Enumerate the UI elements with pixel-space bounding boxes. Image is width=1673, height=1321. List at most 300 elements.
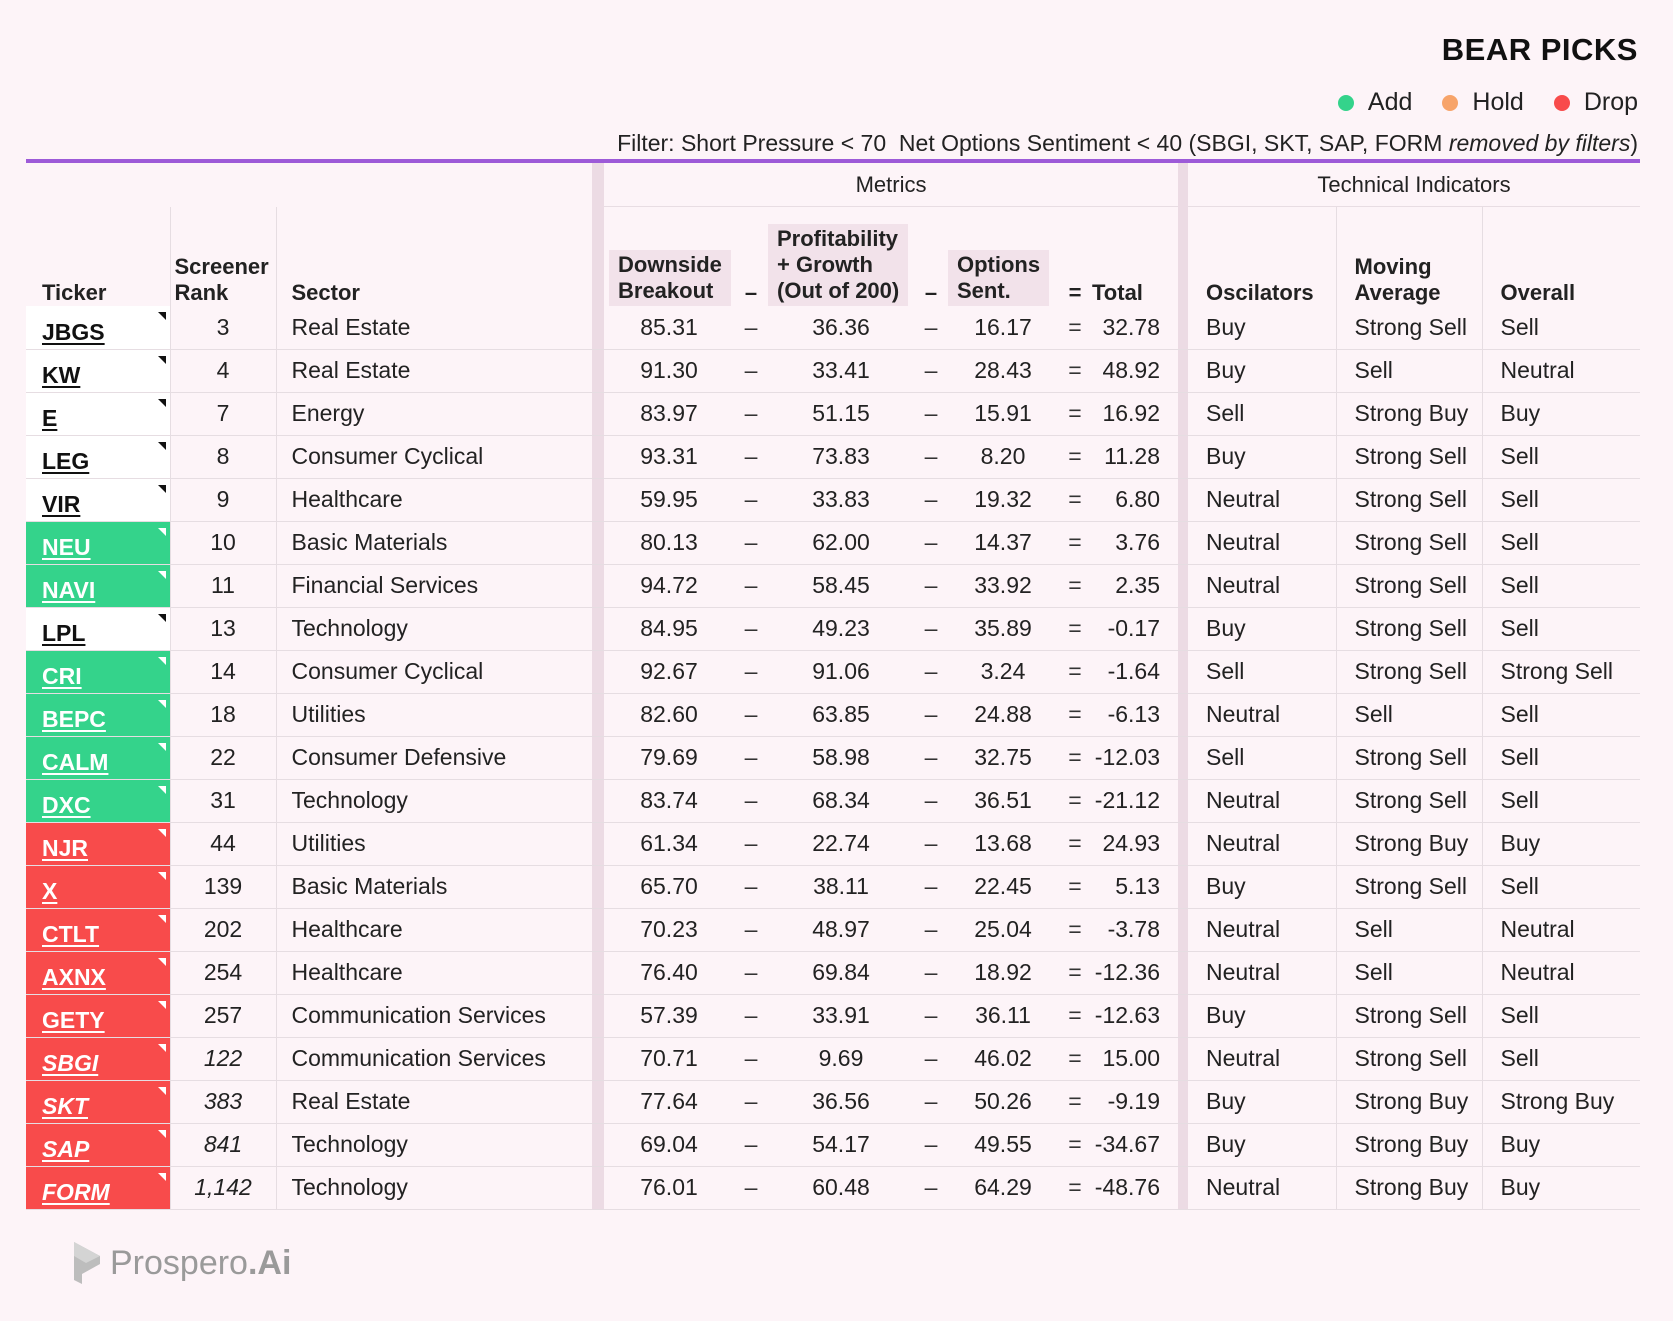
equals-cell: = xyxy=(1058,564,1092,607)
overall-cell: Buy xyxy=(1482,392,1640,435)
total-cell: -3.78 xyxy=(1092,908,1178,951)
equals-cell: = xyxy=(1058,1080,1092,1123)
row-separator xyxy=(1178,1166,1188,1209)
ticker-link[interactable]: X xyxy=(42,878,58,904)
table-row xyxy=(26,951,1640,994)
oscillators-cell: Buy xyxy=(1188,1123,1336,1166)
sector-cell: Utilities xyxy=(276,822,592,865)
ticker-cell[interactable] xyxy=(26,1080,170,1123)
ticker-link[interactable]: AXNX xyxy=(42,964,106,990)
table-row xyxy=(26,607,1640,650)
table-row xyxy=(26,478,1640,521)
ticker-link[interactable]: NJR xyxy=(42,835,89,861)
legend-label: Hold xyxy=(1472,88,1524,116)
overall-cell: Sell xyxy=(1482,1037,1640,1080)
downside-cell: 76.40 xyxy=(604,951,734,994)
ticker-cell[interactable] xyxy=(26,822,170,865)
equals-cell: = xyxy=(1058,607,1092,650)
sector-cell: Technology xyxy=(276,1123,592,1166)
sector-cell: Real Estate xyxy=(276,306,592,349)
row-separator xyxy=(1178,908,1188,951)
ticker-cell[interactable] xyxy=(26,650,170,693)
header-separator xyxy=(592,207,604,307)
row-separator xyxy=(1178,478,1188,521)
sector-cell: Healthcare xyxy=(276,908,592,951)
moving-average-cell: Strong Sell xyxy=(1336,564,1482,607)
total-cell: 24.93 xyxy=(1092,822,1178,865)
moving-average-cell: Strong Sell xyxy=(1336,306,1482,349)
moving-average-cell: Strong Sell xyxy=(1336,607,1482,650)
total-cell: 15.00 xyxy=(1092,1037,1178,1080)
oscillators-cell: Neutral xyxy=(1188,478,1336,521)
total-cell: 11.28 xyxy=(1092,435,1178,478)
overall-cell: Sell xyxy=(1482,306,1640,349)
table-row xyxy=(26,392,1640,435)
equals-cell: = xyxy=(1058,736,1092,779)
overall-cell: Neutral xyxy=(1482,951,1640,994)
ticker-link[interactable]: CRI xyxy=(42,663,82,689)
table-row xyxy=(26,994,1640,1037)
header-profit: Profitability + Growth (Out of 200) xyxy=(768,207,914,307)
table-row xyxy=(26,693,1640,736)
ticker-link[interactable]: NEU xyxy=(42,534,91,560)
ticker-link[interactable]: LPL xyxy=(42,620,86,646)
row-separator xyxy=(1178,435,1188,478)
options-cell: 50.26 xyxy=(948,1080,1058,1123)
row-separator xyxy=(1178,693,1188,736)
minus-cell: – xyxy=(914,994,948,1037)
minus-cell: – xyxy=(734,650,768,693)
ticker-cell[interactable] xyxy=(26,607,170,650)
moving-average-cell: Strong Sell xyxy=(1336,736,1482,779)
options-cell: 24.88 xyxy=(948,693,1058,736)
minus-cell: – xyxy=(734,478,768,521)
moving-average-cell: Strong Buy xyxy=(1336,822,1482,865)
row-separator xyxy=(592,650,604,693)
header-moving-average: Moving Average xyxy=(1336,207,1482,307)
header-minus: – xyxy=(744,280,758,305)
ticker-cell[interactable] xyxy=(26,779,170,822)
downside-cell: 79.69 xyxy=(604,736,734,779)
equals-cell: = xyxy=(1058,908,1092,951)
equals-cell: = xyxy=(1058,994,1092,1037)
table-row xyxy=(26,1037,1640,1080)
moving-average-cell: Sell xyxy=(1336,908,1482,951)
row-separator xyxy=(1178,521,1188,564)
sector-cell: Basic Materials xyxy=(276,865,592,908)
ticker-cell[interactable] xyxy=(26,1123,170,1166)
row-separator xyxy=(592,822,604,865)
sector-cell: Technology xyxy=(276,779,592,822)
minus-cell: – xyxy=(914,1166,948,1209)
row-separator xyxy=(592,693,604,736)
oscillators-cell: Neutral xyxy=(1188,521,1336,564)
downside-cell: 65.70 xyxy=(604,865,734,908)
overall-cell: Neutral xyxy=(1482,349,1640,392)
options-cell: 46.02 xyxy=(948,1037,1058,1080)
rank-cell: 14 xyxy=(170,650,276,693)
ticker-link[interactable]: VIR xyxy=(42,491,81,517)
total-cell: -0.17 xyxy=(1092,607,1178,650)
ticker-cell[interactable] xyxy=(26,392,170,435)
row-separator xyxy=(592,435,604,478)
header-oscillators: Oscilators xyxy=(1206,280,1314,305)
profit-cell: 58.98 xyxy=(768,736,914,779)
sector-cell: Energy xyxy=(276,392,592,435)
table-row xyxy=(26,650,1640,693)
row-separator xyxy=(592,908,604,951)
oscillators-cell: Neutral xyxy=(1188,951,1336,994)
ticker-link[interactable]: FORM xyxy=(42,1179,110,1205)
table-row xyxy=(26,521,1640,564)
sector-cell: Healthcare xyxy=(276,951,592,994)
ticker-link[interactable]: KW xyxy=(42,362,81,388)
minus-cell: – xyxy=(914,607,948,650)
equals-cell: = xyxy=(1058,349,1092,392)
row-separator xyxy=(592,736,604,779)
row-separator xyxy=(592,779,604,822)
ticker-link[interactable]: LEG xyxy=(42,448,90,474)
profit-cell: 91.06 xyxy=(768,650,914,693)
ticker-cell[interactable] xyxy=(26,908,170,951)
profit-cell: 60.48 xyxy=(768,1166,914,1209)
options-cell: 36.11 xyxy=(948,994,1058,1037)
overall-cell: Sell xyxy=(1482,865,1640,908)
table-row xyxy=(26,865,1640,908)
moving-average-cell: Strong Sell xyxy=(1336,650,1482,693)
rank-cell: 202 xyxy=(170,908,276,951)
logo-name: Prospero xyxy=(110,1243,248,1282)
total-cell: 32.78 xyxy=(1092,306,1178,349)
minus-cell: – xyxy=(734,1080,768,1123)
minus-cell: – xyxy=(734,865,768,908)
options-cell: 14.37 xyxy=(948,521,1058,564)
downside-cell: 77.64 xyxy=(604,1080,734,1123)
profit-cell: 62.00 xyxy=(768,521,914,564)
moving-average-cell: Strong Sell xyxy=(1336,779,1482,822)
overall-cell: Strong Sell xyxy=(1482,650,1640,693)
rank-cell: 44 xyxy=(170,822,276,865)
downside-cell: 84.95 xyxy=(604,607,734,650)
ticker-cell[interactable] xyxy=(26,693,170,736)
ticker-link[interactable]: BEPC xyxy=(42,706,106,732)
ticker-cell[interactable] xyxy=(26,994,170,1037)
rank-cell: 8 xyxy=(170,435,276,478)
minus-cell: – xyxy=(734,435,768,478)
equals-cell: = xyxy=(1058,435,1092,478)
rank-cell: 139 xyxy=(170,865,276,908)
table-row xyxy=(26,908,1640,951)
group-separator xyxy=(592,163,604,207)
table-row xyxy=(26,1080,1640,1123)
group-technical: Technical Indicators xyxy=(1188,163,1640,207)
equals-cell: = xyxy=(1058,1166,1092,1209)
overall-cell: Sell xyxy=(1482,779,1640,822)
profit-cell: 33.91 xyxy=(768,994,914,1037)
header-options: Options Sent. xyxy=(948,207,1058,307)
filter-suffix: ) xyxy=(1630,130,1638,156)
minus-cell: – xyxy=(914,392,948,435)
total-cell: -21.12 xyxy=(1092,779,1178,822)
rank-cell: 122 xyxy=(170,1037,276,1080)
profit-cell: 22.74 xyxy=(768,822,914,865)
equals-cell: = xyxy=(1058,521,1092,564)
ticker-cell[interactable] xyxy=(26,435,170,478)
rank-cell: 22 xyxy=(170,736,276,779)
row-separator xyxy=(592,951,604,994)
oscillators-cell: Neutral xyxy=(1188,1166,1336,1209)
ticker-cell[interactable] xyxy=(26,736,170,779)
options-cell: 49.55 xyxy=(948,1123,1058,1166)
moving-average-cell: Strong Buy xyxy=(1336,392,1482,435)
rank-cell: 3 xyxy=(170,306,276,349)
total-cell: -1.64 xyxy=(1092,650,1178,693)
group-metrics: Metrics xyxy=(604,163,1178,207)
table-row xyxy=(26,1123,1640,1166)
total-cell: -6.13 xyxy=(1092,693,1178,736)
group-blank xyxy=(26,163,592,207)
total-cell: -12.03 xyxy=(1092,736,1178,779)
overall-cell: Sell xyxy=(1482,478,1640,521)
options-cell: 13.68 xyxy=(948,822,1058,865)
row-separator xyxy=(592,1166,604,1209)
oscillators-cell: Buy xyxy=(1188,865,1336,908)
rank-cell: 383 xyxy=(170,1080,276,1123)
moving-average-cell: Sell xyxy=(1336,951,1482,994)
row-separator xyxy=(592,478,604,521)
overall-cell: Sell xyxy=(1482,693,1640,736)
total-cell: -48.76 xyxy=(1092,1166,1178,1209)
options-cell: 8.20 xyxy=(948,435,1058,478)
minus-cell: – xyxy=(914,435,948,478)
row-separator xyxy=(1178,1080,1188,1123)
group-separator xyxy=(1178,163,1188,207)
rank-cell: 31 xyxy=(170,779,276,822)
minus-cell: – xyxy=(734,349,768,392)
moving-average-cell: Strong Sell xyxy=(1336,1037,1482,1080)
moving-average-cell: Strong Sell xyxy=(1336,994,1482,1037)
header-downside: Downside Breakout xyxy=(604,207,734,307)
profit-cell: 58.45 xyxy=(768,564,914,607)
row-separator xyxy=(1178,306,1188,349)
oscillators-cell: Buy xyxy=(1188,607,1336,650)
row-separator xyxy=(592,1123,604,1166)
equals-cell: = xyxy=(1058,779,1092,822)
moving-average-cell: Strong Sell xyxy=(1336,435,1482,478)
legend-label: Drop xyxy=(1583,88,1638,116)
filter-italic: removed by filters xyxy=(1448,130,1631,156)
ticker-link[interactable]: JBGS xyxy=(42,318,105,345)
profit-cell: 73.83 xyxy=(768,435,914,478)
ticker-cell[interactable] xyxy=(26,865,170,908)
table-row xyxy=(26,779,1640,822)
downside-cell: 85.31 xyxy=(604,306,734,349)
equals-cell: = xyxy=(1058,1037,1092,1080)
overall-cell: Buy xyxy=(1482,822,1640,865)
logo-suffix: .Ai xyxy=(247,1243,292,1282)
header-equals: = xyxy=(1068,280,1082,305)
ticker-link[interactable]: NAVI xyxy=(42,577,96,603)
profit-cell: 69.84 xyxy=(768,951,914,994)
oscillators-cell: Buy xyxy=(1188,435,1336,478)
ticker-cell[interactable] xyxy=(26,349,170,392)
downside-cell: 69.04 xyxy=(604,1123,734,1166)
row-separator xyxy=(1178,392,1188,435)
ticker-cell[interactable] xyxy=(26,1166,170,1209)
ticker-link[interactable]: CALM xyxy=(42,749,109,775)
moving-average-cell: Strong Buy xyxy=(1336,1166,1482,1209)
ticker-link[interactable]: SAP xyxy=(42,1136,90,1162)
sector-cell: Healthcare xyxy=(276,478,592,521)
sector-cell: Basic Materials xyxy=(276,521,592,564)
row-separator xyxy=(592,607,604,650)
options-cell: 19.32 xyxy=(948,478,1058,521)
equals-cell: = xyxy=(1058,392,1092,435)
minus-cell: – xyxy=(914,779,948,822)
oscillators-cell: Buy xyxy=(1188,994,1336,1037)
ticker-cell[interactable] xyxy=(26,478,170,521)
sector-cell: Real Estate xyxy=(276,1080,592,1123)
equals-cell: = xyxy=(1058,822,1092,865)
row-separator xyxy=(1178,736,1188,779)
downside-cell: 83.74 xyxy=(604,779,734,822)
minus-cell: – xyxy=(914,564,948,607)
picks-table xyxy=(26,163,1640,1210)
rank-cell: 18 xyxy=(170,693,276,736)
minus-cell: – xyxy=(914,306,948,349)
oscillators-cell: Buy xyxy=(1188,306,1336,349)
minus-cell: – xyxy=(734,822,768,865)
profit-cell: 33.83 xyxy=(768,478,914,521)
header-ticker: Ticker xyxy=(42,280,107,305)
minus-cell: – xyxy=(734,1166,768,1209)
oscillators-cell: Buy xyxy=(1188,349,1336,392)
row-separator xyxy=(1178,994,1188,1037)
ticker-link[interactable]: SKT xyxy=(42,1093,88,1119)
downside-cell: 93.31 xyxy=(604,435,734,478)
row-separator xyxy=(1178,564,1188,607)
total-cell: -12.36 xyxy=(1092,951,1178,994)
row-separator xyxy=(1178,349,1188,392)
profit-cell: 68.34 xyxy=(768,779,914,822)
oscillators-cell: Neutral xyxy=(1188,1037,1336,1080)
table-row xyxy=(26,306,1640,349)
table-row xyxy=(26,435,1640,478)
ticker-cell[interactable] xyxy=(26,521,170,564)
options-cell: 32.75 xyxy=(948,736,1058,779)
ticker-link[interactable]: GETY xyxy=(42,1007,105,1033)
minus-cell: – xyxy=(914,1123,948,1166)
moving-average-cell: Strong Buy xyxy=(1336,1080,1482,1123)
table-row xyxy=(26,1166,1640,1209)
downside-cell: 57.39 xyxy=(604,994,734,1037)
row-separator xyxy=(592,1080,604,1123)
moving-average-cell: Sell xyxy=(1336,349,1482,392)
row-separator xyxy=(592,392,604,435)
total-cell: 3.76 xyxy=(1092,521,1178,564)
oscillators-cell: Neutral xyxy=(1188,564,1336,607)
row-separator xyxy=(1178,1123,1188,1166)
sector-cell: Consumer Cyclical xyxy=(276,650,592,693)
options-cell: 35.89 xyxy=(948,607,1058,650)
row-separator xyxy=(1178,822,1188,865)
row-separator xyxy=(1178,607,1188,650)
equals-cell: = xyxy=(1058,306,1092,349)
ticker-link[interactable]: SBGI xyxy=(42,1050,99,1076)
minus-cell: – xyxy=(914,650,948,693)
equals-cell: = xyxy=(1058,478,1092,521)
minus-cell: – xyxy=(734,1123,768,1166)
options-cell: 16.17 xyxy=(948,306,1058,349)
header-sector: Sector xyxy=(276,207,592,307)
options-cell: 15.91 xyxy=(948,392,1058,435)
header-total: Total xyxy=(1092,280,1143,305)
header-rank: Screener Rank xyxy=(170,207,276,307)
overall-cell: Sell xyxy=(1482,564,1640,607)
minus-cell: – xyxy=(734,306,768,349)
rank-cell: 841 xyxy=(170,1123,276,1166)
minus-cell: – xyxy=(734,908,768,951)
downside-cell: 76.01 xyxy=(604,1166,734,1209)
ticker-cell[interactable] xyxy=(26,306,170,349)
rank-cell: 254 xyxy=(170,951,276,994)
minus-cell: – xyxy=(914,1080,948,1123)
ticker-link[interactable]: E xyxy=(42,405,58,431)
oscillators-cell: Sell xyxy=(1188,650,1336,693)
overall-cell: Sell xyxy=(1482,435,1640,478)
overall-cell: Strong Buy xyxy=(1482,1080,1640,1123)
minus-cell: – xyxy=(734,779,768,822)
minus-cell: – xyxy=(734,392,768,435)
ticker-cell[interactable] xyxy=(26,1037,170,1080)
row-separator xyxy=(592,521,604,564)
profit-cell: 36.36 xyxy=(768,306,914,349)
profit-cell: 63.85 xyxy=(768,693,914,736)
options-cell: 25.04 xyxy=(948,908,1058,951)
downside-cell: 92.67 xyxy=(604,650,734,693)
downside-cell: 91.30 xyxy=(604,349,734,392)
row-separator xyxy=(592,994,604,1037)
equals-cell: = xyxy=(1058,1123,1092,1166)
minus-cell: – xyxy=(734,1037,768,1080)
profit-cell: 36.56 xyxy=(768,1080,914,1123)
oscillators-cell: Neutral xyxy=(1188,908,1336,951)
options-cell: 64.29 xyxy=(948,1166,1058,1209)
minus-cell: – xyxy=(734,951,768,994)
row-separator xyxy=(592,564,604,607)
ticker-cell[interactable] xyxy=(26,564,170,607)
sector-cell: Communication Services xyxy=(276,994,592,1037)
minus-cell: – xyxy=(734,564,768,607)
total-cell: 6.80 xyxy=(1092,478,1178,521)
legend-item-drop xyxy=(1554,88,1638,117)
oscillators-cell: Sell xyxy=(1188,392,1336,435)
sector-cell: Consumer Defensive xyxy=(276,736,592,779)
ticker-link[interactable]: CTLT xyxy=(42,921,100,947)
minus-cell: – xyxy=(914,736,948,779)
rank-cell: 9 xyxy=(170,478,276,521)
filter-prefix: Filter: Short Pressure < 70 Net Options Sentiment < 40 (SBGI, SKT, SAP, FORM xyxy=(617,130,1449,156)
ticker-link[interactable]: DXC xyxy=(42,792,91,818)
profit-cell: 9.69 xyxy=(768,1037,914,1080)
row-separator xyxy=(592,306,604,349)
options-cell: 18.92 xyxy=(948,951,1058,994)
table-row xyxy=(26,349,1640,392)
profit-cell: 49.23 xyxy=(768,607,914,650)
oscillators-cell: Neutral xyxy=(1188,822,1336,865)
hold-dot-icon xyxy=(1442,95,1458,111)
ticker-cell[interactable] xyxy=(26,951,170,994)
